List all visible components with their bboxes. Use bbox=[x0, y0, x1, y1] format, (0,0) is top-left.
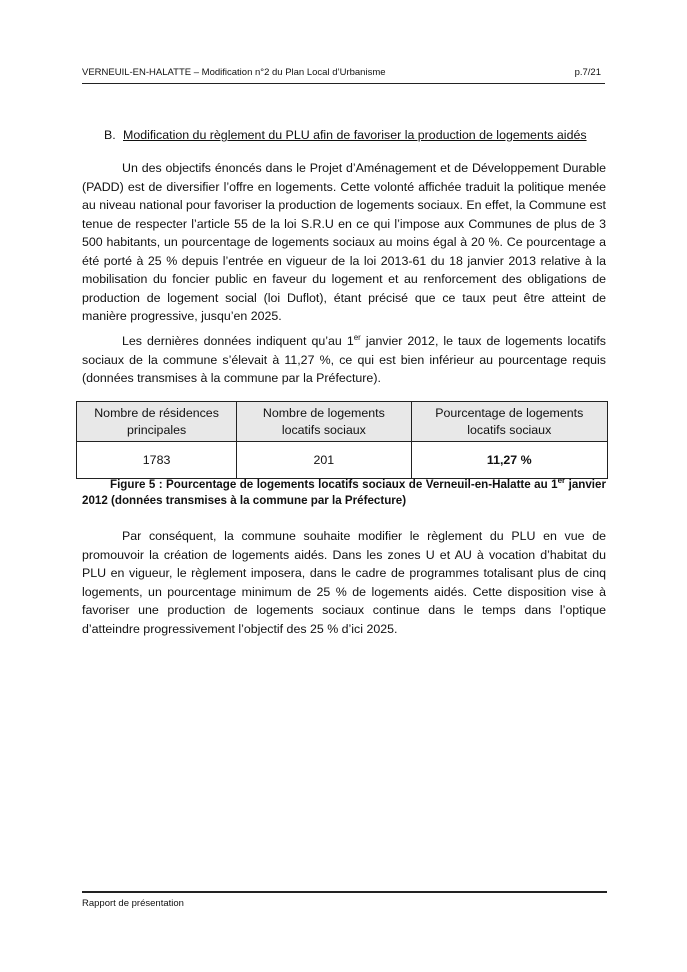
header-title: VERNEUIL-EN-HALATTE – Modification n°2 du Plan Local d’Urbanisme bbox=[82, 67, 386, 78]
paragraph-padd: Un des objectifs énoncés dans le Projet d’Aménagement et de Développement Durable (PADD) est de diversifier l’offre en logements. Cette volonté affichée traduit la politique menée au niveau national pour favoriser la production de logements sociaux. En effet, la Commune est tenue de respecter l’article 55 de la loi S.R.U en ce qui l’impose aux Communes de plus de 3 500 habitants, un pourcentage de logements sociaux au moins égal à 20 %. Ce pourcentage a été porté à 25 % depuis l’entrée en vigueur de la loi 2013-61 du 18 janvier 2013 relative à la mobilisation du foncier public en faveur du logement et au renforcement des obligations de production de logement social (loi Duflot), étant précisé que ce taux peut être atteint de manière progressive, jusqu’en 2025. bbox=[82, 161, 606, 323]
caption-end: janvier 2012 (données transmises à la commune par la Préfecture) bbox=[82, 478, 606, 507]
caption-start: Figure 5 : Pourcentage de logements locatifs sociaux de Verneuil-en-Halatte au 1 bbox=[110, 478, 558, 491]
column-header: Nombre de résidences principales bbox=[77, 402, 237, 442]
section-heading bbox=[104, 128, 587, 142]
table-header-row bbox=[77, 402, 608, 442]
page-header bbox=[82, 67, 605, 84]
paragraph-consequence: Par conséquent, la commune souhaite modifier le règlement du PLU en vue de promouvoir la création de logements aidés. Dans les zones U et AU à vocation d’habitat du PLU en vigueur, le règlement imposera, dans le cadre de programmes totalisant plus de cinq logements, un pourcentage minimum de 25 % de logements aidés. Cette disposition vise à favoriser une production de logements sociaux continue dans le temps dans l’optique d’atteindre progressivement l’objectif des 25 % d’ici 2025. bbox=[82, 529, 606, 636]
paragraph-latest-data-end: janvier 2012, le taux de logements locatifs sociaux de la commune s’élevait à 11,27 %, ce qui est bien inférieur au pourcentage requis (données transmises à la commune par la Préfecture). bbox=[82, 334, 607, 385]
table-cell-percentage: 11,27 % bbox=[411, 442, 607, 479]
table-cell: 1783 bbox=[77, 442, 237, 479]
paragraph-latest-data-start: Les dernières données indiquent qu’au 1 bbox=[122, 334, 354, 348]
footer-text: Rapport de présentation bbox=[82, 898, 184, 909]
figure-caption bbox=[82, 477, 606, 508]
table-row bbox=[77, 442, 608, 479]
column-header: Pourcentage de logements locatifs sociaux bbox=[411, 402, 607, 442]
paragraph-latest-data bbox=[82, 332, 606, 388]
social-housing-table bbox=[76, 401, 608, 479]
section-title: Modification du règlement du PLU afin de favoriser la production de logements aidés bbox=[123, 128, 587, 142]
ordinal-superscript: er bbox=[353, 333, 361, 342]
column-header: Nombre de logements locatifs sociaux bbox=[237, 402, 411, 442]
section-letter: B. bbox=[104, 128, 116, 142]
footer-divider bbox=[82, 891, 607, 893]
caption-superscript: er bbox=[557, 476, 566, 485]
page-number: p.7/21 bbox=[574, 67, 601, 78]
table-cell: 201 bbox=[237, 442, 411, 479]
